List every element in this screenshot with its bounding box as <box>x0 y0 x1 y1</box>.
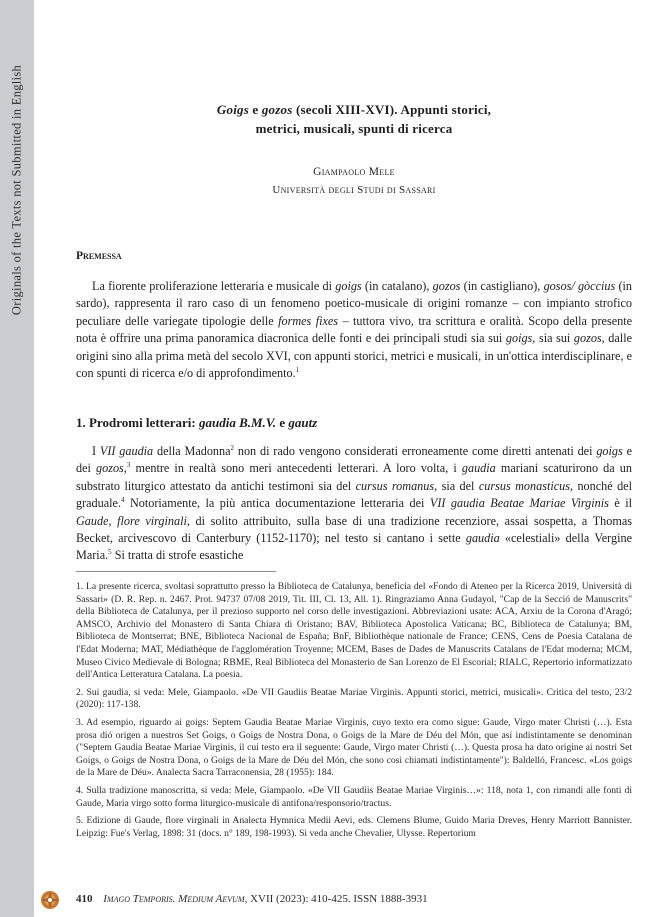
p2-seg: goigs <box>596 444 623 458</box>
p1-seg: gozos <box>432 279 461 293</box>
p2-seg: cursus monasticus, <box>478 478 574 493</box>
author-name: Giampaolo Mele <box>313 166 395 178</box>
sec1-italic2: gautz <box>288 415 318 430</box>
p2-seg: «celestiali» della Vergine Maria. <box>76 531 632 563</box>
p1-seg: gozos, <box>573 331 605 346</box>
page-footer <box>76 893 632 905</box>
p2-seg: e dei <box>76 444 632 476</box>
footnote-rule <box>76 571 276 572</box>
p1-seg: goigs <box>335 279 362 293</box>
p2-seg: I <box>92 444 100 458</box>
p1-seg: (in castigliano), <box>460 279 544 293</box>
footnote-ref-5[interactable]: 5 <box>108 548 112 557</box>
p2-seg: mariani scaturirono da un substrato liturgico attestato da antichi testimoni sia del <box>76 461 632 493</box>
journal-citation: XVII (2023): 410-425. ISSN 1888-3931 <box>247 893 428 905</box>
p1-seg: – tuttora vivo, tra scrittura e oralità. Scopo della presente nota è offrire una prima panoramica diacronica delle fonti e dei principali studi sia sui <box>76 313 632 346</box>
paragraph-section-1 <box>76 443 632 565</box>
p2-seg: VII gaudia <box>99 444 154 458</box>
footnote-ref-1[interactable]: 1 <box>295 365 300 374</box>
p2-seg: Si tratta di strofe esastiche <box>111 548 244 563</box>
p2-seg: di solito attribuito, sulla base di una tradizione recenziore, assai sospetta, a Thomas Becket, arcivescovo di Canterbury (1152-1170); nel testo si cantano i sette <box>76 513 632 546</box>
article-title <box>76 100 632 138</box>
journal-name: Imago Temporis. Medium Aevum, <box>103 893 248 905</box>
title-e: e <box>252 102 259 117</box>
p2-seg: sia del <box>437 478 479 493</box>
title-goigs: Goigs <box>216 102 249 117</box>
p2-seg: della Madonna <box>153 444 231 458</box>
p1-seg: gosos/ gòccius <box>543 279 616 293</box>
side-band-text: Originals of the Texts not Submitted in English <box>9 64 24 316</box>
footnote-ref-3[interactable]: 3 <box>126 461 131 470</box>
p2-seg: Gaude, flore virginali, <box>76 513 190 528</box>
p1-seg: sia sui <box>535 331 574 346</box>
sec1-mid: e <box>276 415 289 430</box>
page-number: 410 <box>76 893 93 905</box>
p2-seg: Notoriamente, la più antica documentazione letteraria dei <box>124 496 430 511</box>
side-band-label <box>0 0 34 917</box>
p2-seg: nonché del graduale. <box>76 478 632 511</box>
title-line2: metrici, musicali, spunti di ricerca <box>255 121 453 136</box>
p1-seg: goigs, <box>505 331 536 346</box>
footnote-1: 1. La presente ricerca, svoltasi soprattutto presso la Biblioteca de Catalunya, beneficia del «Fondo di Ateneo per la Ricerca 2019, Università di Sassari» (D. R. Rep. n. 2467. Prot. 94737 07/08 2019, Tit. III, Cl. 13, All. 1). Ringraziamo Anna Gudayol, "Cap de la Secció de Manuscrits" della Biblioteca de Catalunya, per il prezioso supporto nel corso delle investigazioni. Abbreviazioni usate: ACA, Arxiu de la Corona d'Aragó; AMSCO, Archivio del Monastero di Santa Chiara di Oristano; BAV, Biblioteca Apostolica Vaticana; BC, Biblioteca de Catalunya; BM, Biblioteca de Montserrat; BNE, Biblioteca Nacional de España; BnF, Bibliothèque nationale de France; CENS, Cens de Poesia Catalana de l'Edat Moderna; MAT, Médiathèque de l'agglomération Troyenne; MCEM, Bases de Dades de Manuscrits Catalans de l'Edat moderna; MCM, Museo Civico Medievale di Bologna; RBME, Real Biblioteca del Monasterio de San Lorenzo de El Escorial; RIALC, Repertorio informatizzato dell'Antica Letteratura Catalana. La poesia. <box>76 581 632 681</box>
footnotes <box>76 581 632 845</box>
title-rest: (secoli XIII-XVI). Appunti storici, <box>295 102 492 117</box>
p2-seg: gozos, <box>96 461 127 476</box>
sec1-prefix: 1. Prodromi letterari: <box>76 415 199 430</box>
journal-logo-icon <box>40 890 60 910</box>
p2-seg: VII gaudia Beatae Mariae Virginis <box>429 496 609 511</box>
footnote-ref-4[interactable]: 4 <box>121 496 125 505</box>
footnote-2: 2. Sui gaudia, si veda: Mele, Giampaolo. «De VII Gaudiis Beatae Mariae Virginis. Appunti storici, metrici, musicali». Critica del testo, 23/2 (2020): 117-138. <box>76 686 632 711</box>
p2-seg: non di rado vengono considerati erroneamente come diretti antenati dei <box>234 444 597 458</box>
footnote-4: 4. Sulla tradizione manoscritta, si veda: Mele, Giampaolo. «De VII Gaudiis Beatae Mariae Virginis…»: 118, nota 1, con rimandi alle fonti di Gaude, Maria virgo sotto forma liturgico-musicale di antifona/responsorio/tractus. <box>76 784 632 809</box>
p2-seg: cursus romanus, <box>355 478 438 493</box>
p2-seg: mentre in realtà sono meri antecedenti letterari. A loro volta, i <box>130 461 462 476</box>
footnote-3: 3. Ad esempio, riguardo ai goigs: Septem Gaudia Beatae Mariae Virginis, cuyo texto era como sigue: Gaude, Virgo mater Christi (…). Esta prosa dió origen a nuestros Set Goigs, o Goigs de Nostra Dona, o Goigs de la Mare de Déu del Món, que así indistintamente se denominan ("Septem Gaudia Beatae Mariae Virginis, il cui testo era il seguente: Gaude, Virgo mater Christi (…). Questa prosa ha dato origine ai nostri Set Goigs, o Goigs de Nostra Dona, o Goigs de la Mare de Déu del Món, che sono così chiamati indistintamente"): Baldelló, Francesc. «Los goigs de la Mare de Déu». Analecta Sacra Tarraconensia, 28 (1955): 184. <box>76 716 632 779</box>
p1-seg: formes fixes <box>278 313 339 328</box>
p2-seg: gaudia <box>465 531 500 546</box>
p2-seg: gaudia <box>461 461 496 476</box>
page <box>76 0 632 917</box>
footnote-ref-2[interactable]: 2 <box>230 443 235 452</box>
sec1-italic: gaudia B.M.V. <box>198 415 277 430</box>
p1-seg: (in sardo), rappresenta il raro caso di un fenomeno poetico-musicale di origini romanze – con impianto strofico peculiare delle variegate tipologie delle <box>76 279 632 328</box>
paragraph-premessa <box>76 278 632 382</box>
p1-seg: La fiorente proliferazione letteraria e musicale di <box>92 279 336 293</box>
p1-seg: (in catalano), <box>361 279 433 293</box>
p2-seg: è il <box>608 496 632 511</box>
premessa-heading: Premessa <box>76 250 122 262</box>
title-gozos: gozos <box>261 102 293 117</box>
p1-seg: dalle origini sino alla prima metà del secolo XVI, con appunti storici, metrici e musicali, in un'ottica interdisciplinare, e con spunti di ricerca e/o di approfondimento. <box>76 331 632 381</box>
section-1-heading <box>76 415 317 431</box>
footnote-5: 5. Edizione di Gaude, flore virginali in Analecta Hymnica Medii Aevi, eds. Clemens Blume, Guido Maria Dreves, Henry Marriott Bannister. Leipzig: Fue's Verlag, 1898: 31 (docs. n° 189, 198-1993). Si veda anche Chevalier, Ulysse. Repertorium <box>76 815 632 839</box>
author-affiliation: Università degli Studi di Sassari <box>272 184 436 196</box>
